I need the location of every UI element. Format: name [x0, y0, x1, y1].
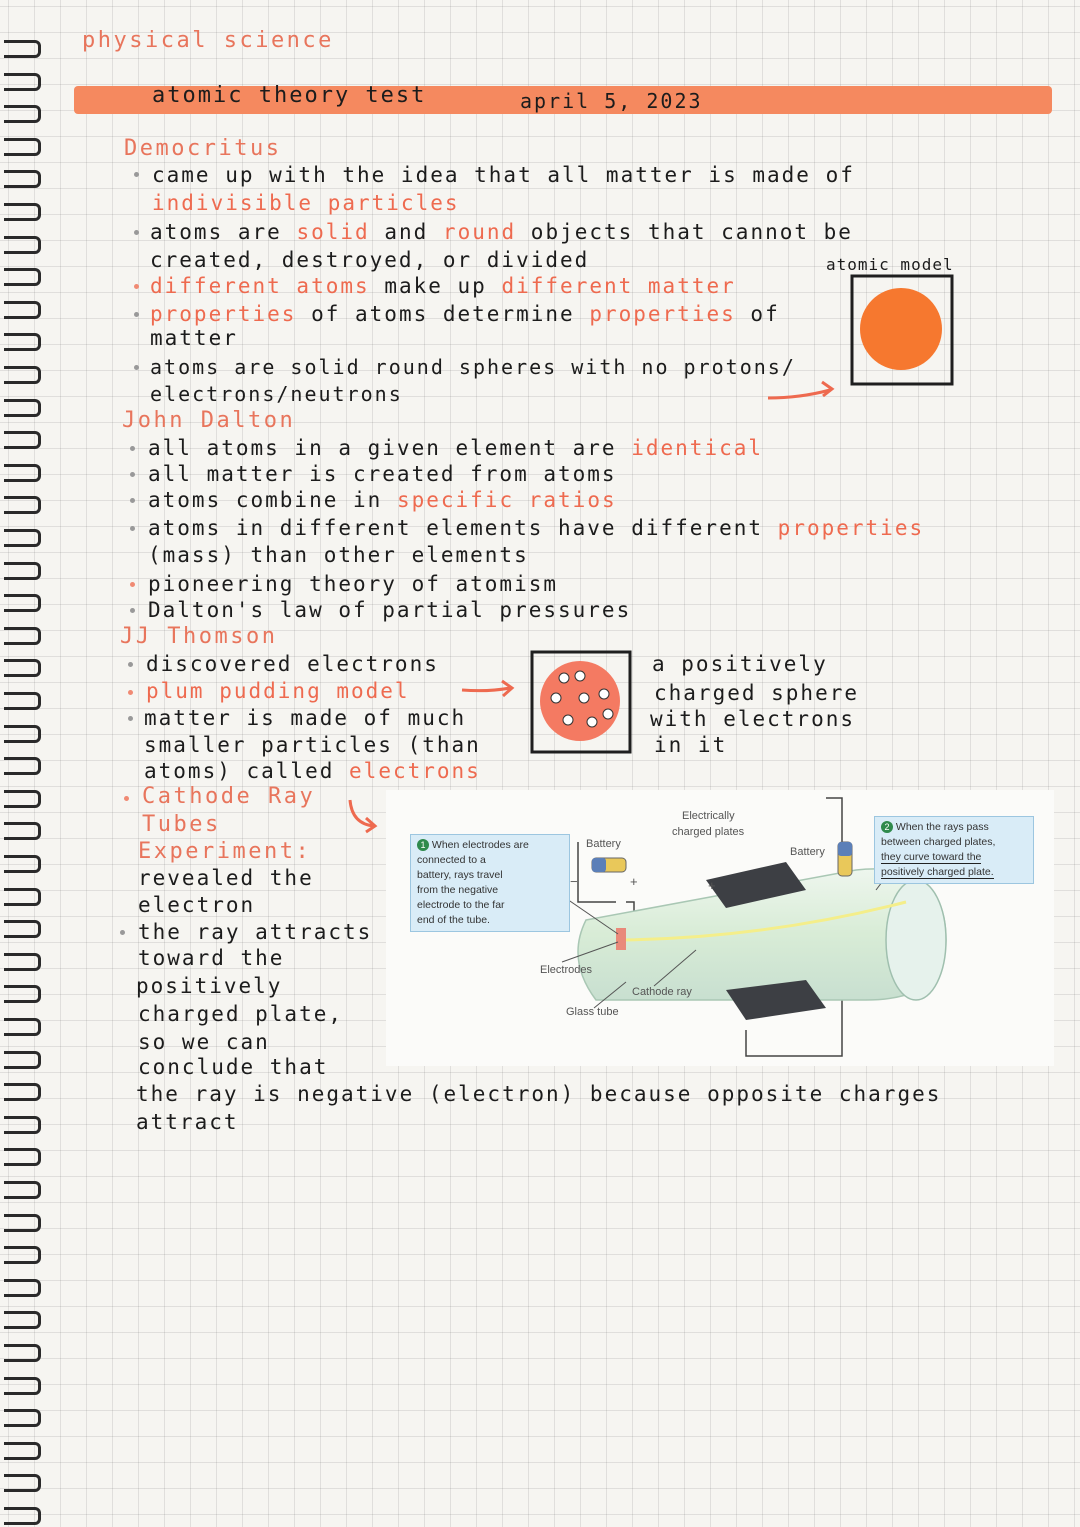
- ray-line8: attract: [136, 1110, 239, 1134]
- spiral-ring: [4, 138, 41, 156]
- spiral-ring: [4, 1018, 41, 1036]
- dalton-line1: [148, 436, 763, 460]
- thomson-heading: JJ Thomson: [120, 624, 278, 649]
- dalton-line6: Dalton's law of partial pressures: [148, 598, 632, 622]
- highlight-identical: identical: [631, 436, 764, 460]
- cathode-ray-figure: [386, 790, 1054, 1066]
- thomson-line3: matter is made of much: [144, 706, 467, 730]
- spiral-ring: [4, 268, 41, 286]
- spiral-ring: [4, 627, 41, 645]
- bullet: [120, 930, 125, 935]
- cathode-ray-label: Cathode ray: [632, 986, 692, 998]
- dalton-line5: pioneering theory of atomism: [148, 572, 559, 596]
- spiral-ring: [4, 1279, 41, 1297]
- democritus-line5: atoms are solid round spheres with no protons/: [150, 355, 796, 379]
- highlight-properties: properties: [150, 302, 297, 326]
- spiral-ring: [4, 496, 41, 514]
- callout-1-line: electrode to the far: [417, 899, 505, 911]
- callout-1-line: battery, rays travel: [417, 869, 503, 881]
- spiral-ring: [4, 73, 41, 91]
- callout-2-line: they curve toward the: [881, 851, 982, 863]
- cathode-heading-2: Tubes: [142, 812, 221, 837]
- ray-line3: positively: [136, 974, 283, 998]
- highlight-different-matter: different matter: [501, 274, 736, 298]
- spiral-ring: [4, 236, 41, 254]
- callout-2-line: positively charged plate.: [881, 866, 994, 878]
- spiral-ring: [4, 822, 41, 840]
- text: atoms combine in: [148, 488, 383, 512]
- bullet: [124, 796, 129, 801]
- callout-1-line: from the negative: [417, 884, 499, 896]
- highlight-specific-ratios: specific ratios: [396, 488, 617, 512]
- dalton-line2: all matter is created from atoms: [148, 462, 617, 486]
- text: atoms in different elements have different: [148, 516, 764, 540]
- spiral-ring: [4, 1214, 41, 1232]
- test-date: april 5, 2023: [520, 89, 703, 113]
- spiral-ring: [4, 1083, 41, 1101]
- experiment-label: Experiment:: [138, 839, 312, 864]
- experiment-line1: revealed the: [138, 866, 314, 890]
- spiral-ring: [4, 1311, 41, 1329]
- plum-desc-1: a positively: [652, 652, 828, 676]
- electrodes-label: Electrodes: [540, 964, 592, 976]
- thomson-line3c: [144, 759, 481, 783]
- spiral-ring: [4, 659, 41, 677]
- dalton-line3: [148, 488, 617, 512]
- callout-1-number: 1: [417, 839, 429, 851]
- callout-2-line: When the rays pass: [895, 821, 989, 833]
- spiral-ring: [4, 920, 41, 938]
- plum-pudding-label: plum pudding model: [146, 679, 410, 703]
- bullet: [130, 526, 135, 531]
- spiral-ring: [4, 790, 41, 808]
- highlight-solid: solid: [296, 220, 370, 244]
- spiral-ring: [4, 203, 41, 221]
- spiral-ring: [4, 366, 41, 384]
- callout-2: [874, 816, 1034, 884]
- highlight-properties-dalton: properties: [777, 516, 925, 540]
- plum-pudding-drawing: [460, 648, 640, 758]
- dalton-heading: John Dalton: [122, 408, 296, 433]
- highlight-round: round: [442, 220, 517, 244]
- thomson-line1: discovered electrons: [146, 652, 439, 676]
- plum-desc-2: charged sphere: [654, 681, 860, 705]
- spiral-ring: [4, 40, 41, 58]
- democritus-line1: came up with the idea that all matter is made of: [152, 163, 855, 187]
- spiral-ring: [4, 1051, 41, 1069]
- glass-tube-label: Glass tube: [566, 1006, 619, 1018]
- spiral-ring: [4, 1377, 41, 1395]
- democritus-line4b: matter: [150, 326, 238, 350]
- spiral-ring: [4, 692, 41, 710]
- democritus-line2: [150, 220, 853, 244]
- highlight-properties-2: properties: [589, 302, 736, 326]
- battery-label-2: Battery: [790, 846, 825, 858]
- callout-2-number: 2: [881, 821, 893, 833]
- text: objects that cannot be: [530, 220, 853, 244]
- arrow-line: [462, 688, 510, 691]
- ray-line2: toward the: [138, 946, 285, 970]
- plate-plus: +: [708, 878, 716, 893]
- callout-2-line: between charged plates,: [881, 836, 996, 848]
- atomic-model-drawing: [760, 272, 960, 412]
- callout-1-line: connected to a: [417, 854, 486, 866]
- plates-label-1: Electrically: [682, 810, 735, 822]
- ray-line1: the ray attracts: [138, 920, 373, 944]
- ray-line6: conclude that: [138, 1055, 329, 1079]
- spiral-ring: [4, 757, 41, 775]
- experiment-line2: electron: [138, 893, 256, 917]
- plates-label-2: charged plates: [672, 826, 745, 838]
- democritus-heading: Democritus: [124, 136, 282, 161]
- spiral-ring: [4, 431, 41, 449]
- battery-label-1: Battery: [586, 838, 621, 850]
- subject-heading: physical science: [82, 28, 334, 53]
- spiral-ring: [4, 1246, 41, 1264]
- spiral-ring: [4, 888, 41, 906]
- dalton-line4: [148, 516, 924, 540]
- text: atoms) called: [144, 759, 335, 783]
- democritus-line2b: created, destroyed, or divided: [150, 248, 590, 272]
- bullet: [128, 662, 133, 667]
- spiral-ring: [4, 301, 41, 319]
- spiral-ring: [4, 855, 41, 873]
- minus-sign: −: [570, 874, 578, 889]
- bullet: [134, 172, 139, 177]
- text: of: [750, 302, 780, 326]
- plum-desc-3: with electrons: [650, 707, 856, 731]
- bullet: [134, 365, 139, 370]
- callout-1-line: end of the tube.: [417, 914, 490, 926]
- solid-sphere: [860, 288, 942, 370]
- democritus-line3: [150, 274, 736, 298]
- bullet: [130, 446, 135, 451]
- ray-line7: the ray is negative (electron) because opposite charges: [136, 1082, 942, 1106]
- dalton-line4b: (mass) than other elements: [148, 543, 529, 567]
- spiral-ring: [4, 953, 41, 971]
- curved-arrow: [346, 798, 380, 834]
- spiral-ring: [4, 1507, 41, 1525]
- callout-1: [410, 834, 570, 932]
- spiral-ring: [4, 105, 41, 123]
- democritus-line4: [150, 302, 780, 326]
- spiral-ring: [4, 1148, 41, 1166]
- spiral-ring: [4, 464, 41, 482]
- test-title: atomic theory test: [152, 83, 427, 108]
- democritus-line1-highlight: indivisible particles: [152, 191, 460, 215]
- spiral-ring: [4, 1344, 41, 1362]
- text: and: [384, 220, 429, 244]
- arrow-line: [768, 390, 830, 398]
- highlight-electrons: electrons: [349, 759, 481, 783]
- bullet: [130, 608, 135, 613]
- ray-line5: so we can: [138, 1030, 270, 1054]
- callout-1-line: When electrodes are: [431, 839, 529, 851]
- bullet: [134, 284, 139, 289]
- text: of atoms determine: [311, 302, 575, 326]
- bullet: [130, 472, 135, 477]
- text: atoms are: [150, 220, 282, 244]
- spiral-ring: [4, 1442, 41, 1460]
- spiral-ring: [4, 985, 41, 1003]
- ray-line4: charged plate,: [138, 1002, 344, 1026]
- electrode: [616, 928, 626, 950]
- democritus-line5b: electrons/neutrons: [150, 382, 403, 406]
- spiral-ring: [4, 170, 41, 188]
- spiral-ring: [4, 333, 41, 351]
- spiral-ring: [4, 399, 41, 417]
- plus-sign: +: [630, 874, 638, 889]
- text: make up: [384, 274, 487, 298]
- plum-desc-4: in it: [654, 733, 728, 757]
- bullet: [134, 312, 139, 317]
- spiral-binding: [0, 0, 52, 1527]
- bullet: [128, 716, 133, 721]
- spiral-ring: [4, 562, 41, 580]
- bullet: [134, 230, 139, 235]
- spiral-ring: [4, 529, 41, 547]
- bullet: [128, 690, 133, 695]
- spiral-ring: [4, 725, 41, 743]
- spiral-ring: [4, 1181, 41, 1199]
- spiral-ring: [4, 594, 41, 612]
- bullet: [130, 498, 135, 503]
- text: all atoms in a given element are: [148, 436, 617, 460]
- spiral-ring: [4, 1116, 41, 1134]
- cathode-heading-1: Cathode Ray: [142, 784, 316, 809]
- spiral-ring: [4, 1409, 41, 1427]
- thomson-line3b: smaller particles (than: [144, 733, 481, 757]
- highlight-different-atoms: different atoms: [150, 274, 370, 298]
- bullet: [130, 582, 135, 587]
- arrow-head: [822, 382, 832, 396]
- spiral-ring: [4, 1474, 41, 1492]
- atomic-model-label: atomic model: [826, 255, 954, 274]
